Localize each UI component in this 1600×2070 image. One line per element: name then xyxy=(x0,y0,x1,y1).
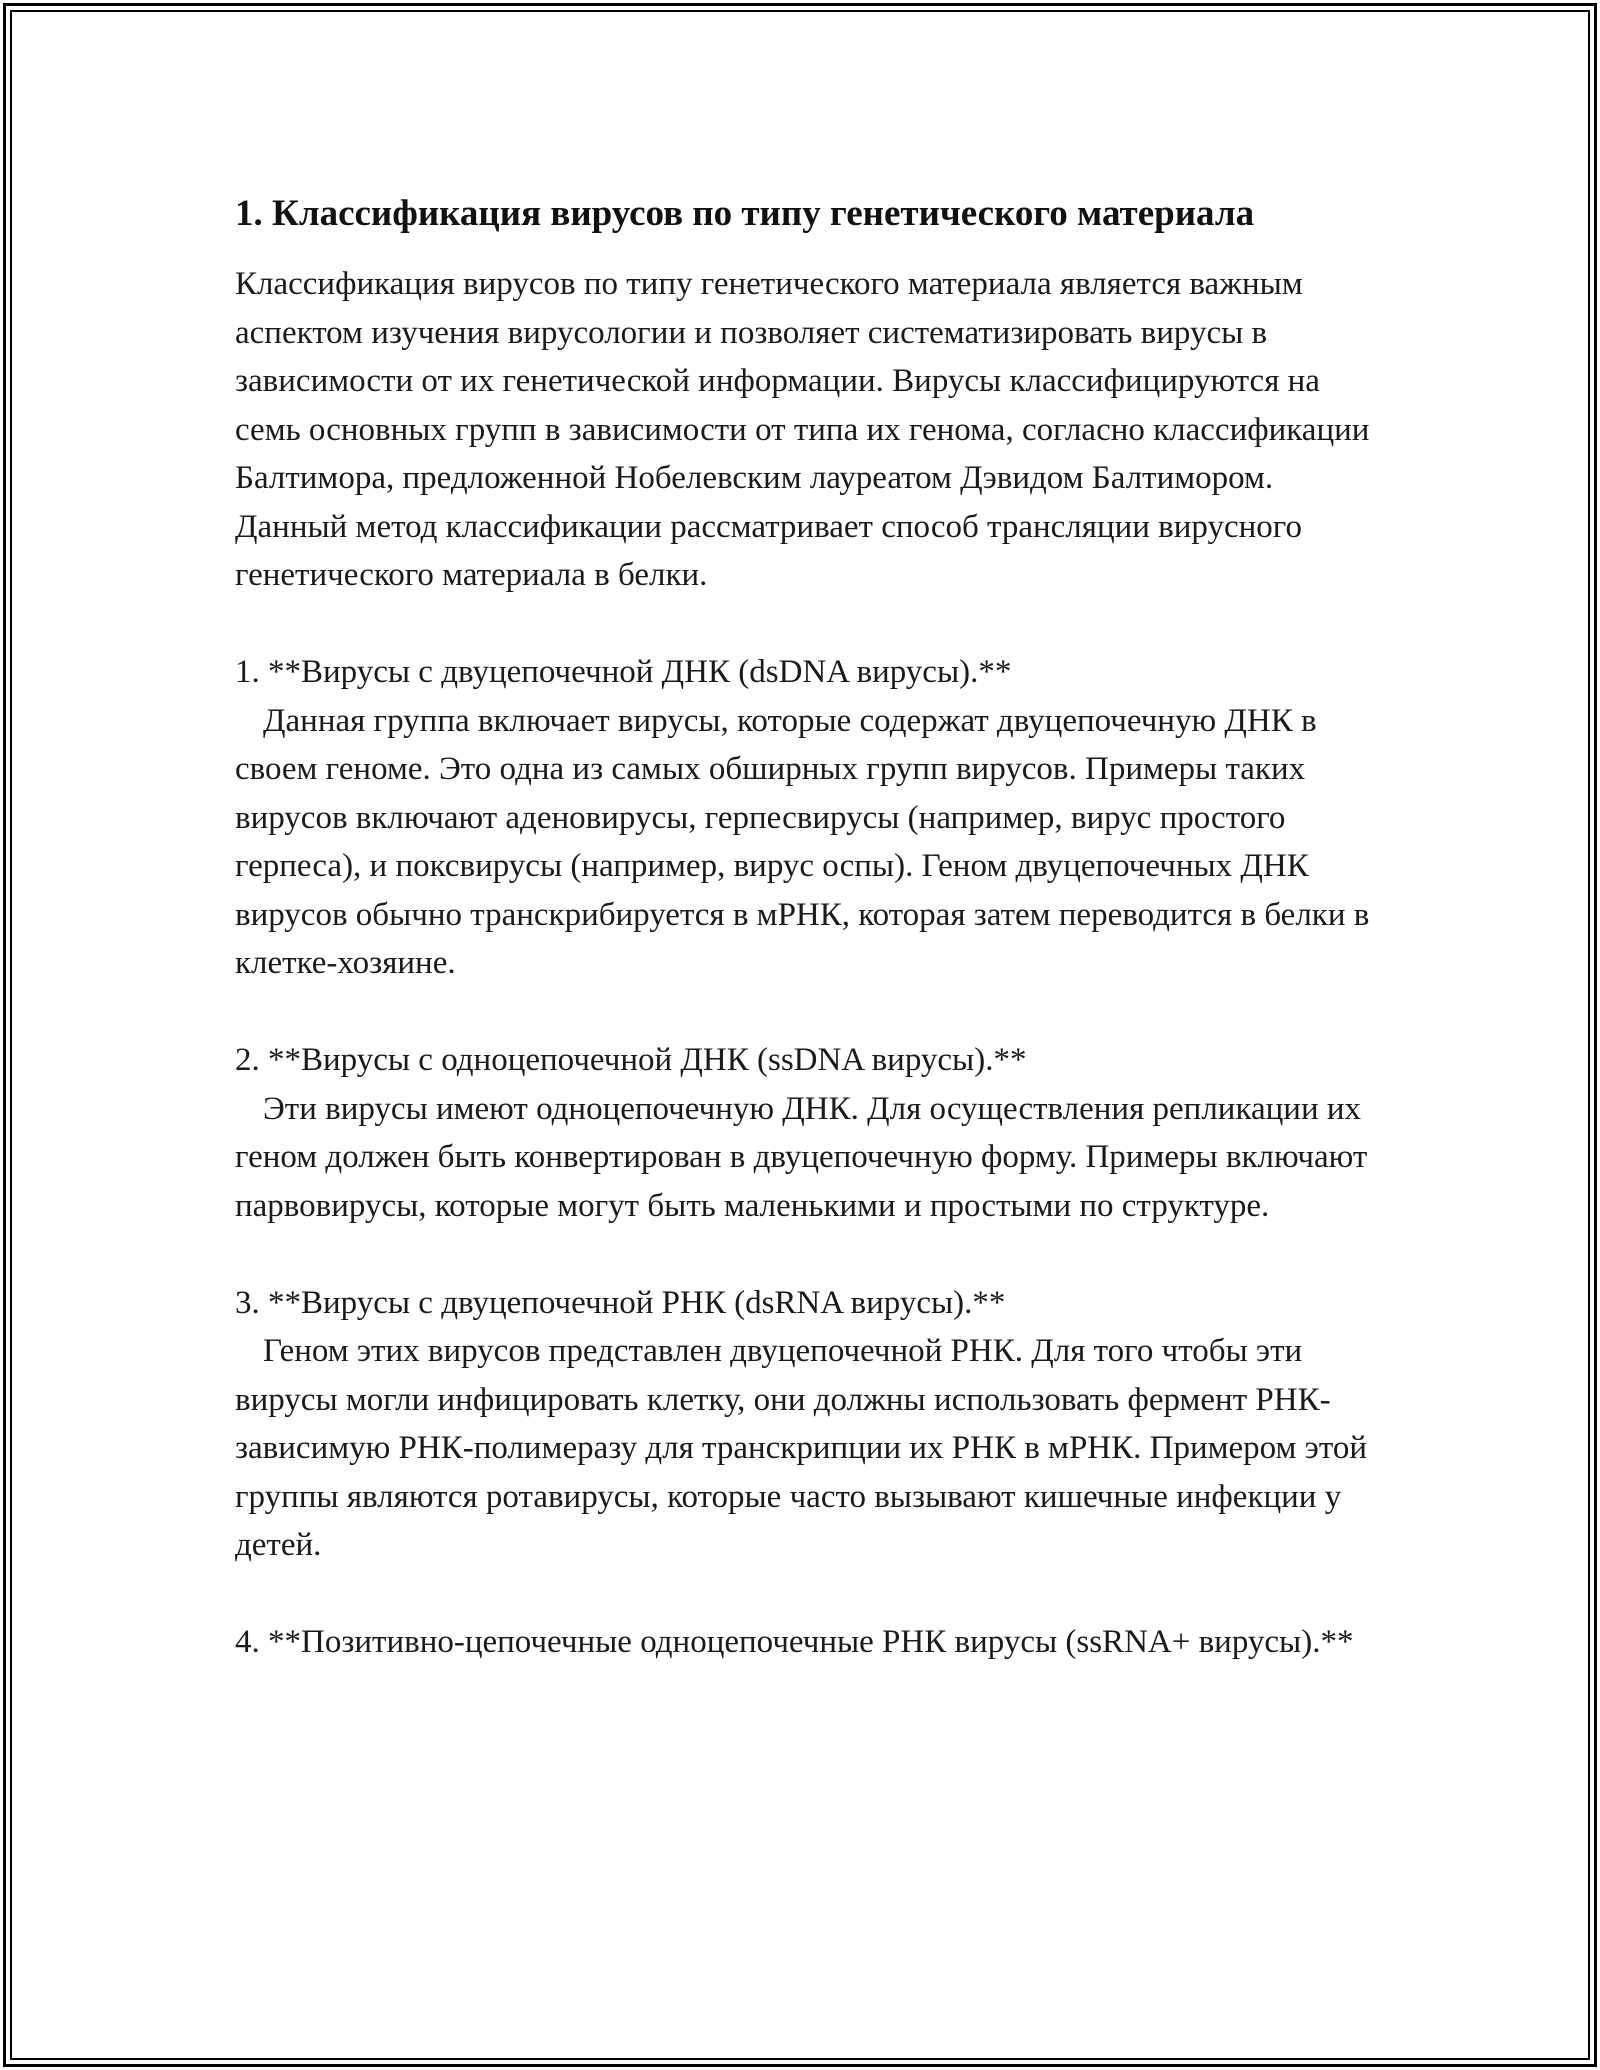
section-heading: 1. Классификация вирусов по типу генетического материала xyxy=(235,193,1255,234)
document-body xyxy=(235,186,1385,1667)
intro-paragraph: Классификация вирусов по типу генетического материала является важным аспектом изучения вирусологии и позволяет систематизировать вирусы в зависимости от их генетической информации. Вирусы классифицируются на семь основных групп в зависимости от типа их генома, согласно классификации Балтимора, предложенной Нобелевским лауреатом Дэвидом Балтимором. Данный метод классификации рассматривает способ трансляции вирусного генетического материала в белки. xyxy=(235,266,1370,593)
list-item-title: 1. **Вирусы с двуцепочечной ДНК (dsDNA вирусы).** xyxy=(235,654,1012,690)
list-item-title: 3. **Вирусы с двуцепочечной РНК (dsRNA вирусы).** xyxy=(235,1284,1006,1321)
list-item-title: 2. **Вирусы с одноцепочечной ДНК (ssDNA вирусы).** xyxy=(235,1042,1027,1078)
list-item-title: 4. **Позитивно-цепочечные одноцепочечные РНК вирусы (ssRNA+ вирусы).** xyxy=(235,1624,1354,1660)
list-item-dsrna xyxy=(235,1279,1385,1570)
list-item-ssrna-positive xyxy=(235,1618,1385,1667)
list-item-dsdna xyxy=(235,648,1385,988)
list-item-body: Данная группа включает вирусы, которые содержат двуцепочечную ДНК в своем геноме. Это одна из самых обширных групп вирусов. Примеры таких вирусов включают аденовирусы, герпесвирусы (например, вирус простого герпеса), и поксвирусы (например, вирус оспы). Геном двуцепочечных ДНК вирусов обычно транскрибируется в мРНК, которая затем переводится в белки в клетке-хозяине. xyxy=(235,702,1370,981)
list-item-body: Геном этих вирусов представлен двуцепочечной РНК. Для того чтобы эти вирусы могли инфицировать клетку, они должны использовать фермент РНК-зависимую РНК-полимеразу для транскрипции их РНК в мРНК. Примером этой группы являются ротавирусы, которые часто вызывают кишечные инфекции у детей. xyxy=(235,1333,1367,1563)
list-item-ssdna xyxy=(235,1036,1385,1230)
list-item-body: Эти вирусы имеют одноцепочечную ДНК. Для осуществления репликации их геном должен быть конвертирован в двуцепочечную форму. Примеры включают парвовирусы, которые могут быть маленькими и простыми по структуре. xyxy=(235,1090,1368,1224)
